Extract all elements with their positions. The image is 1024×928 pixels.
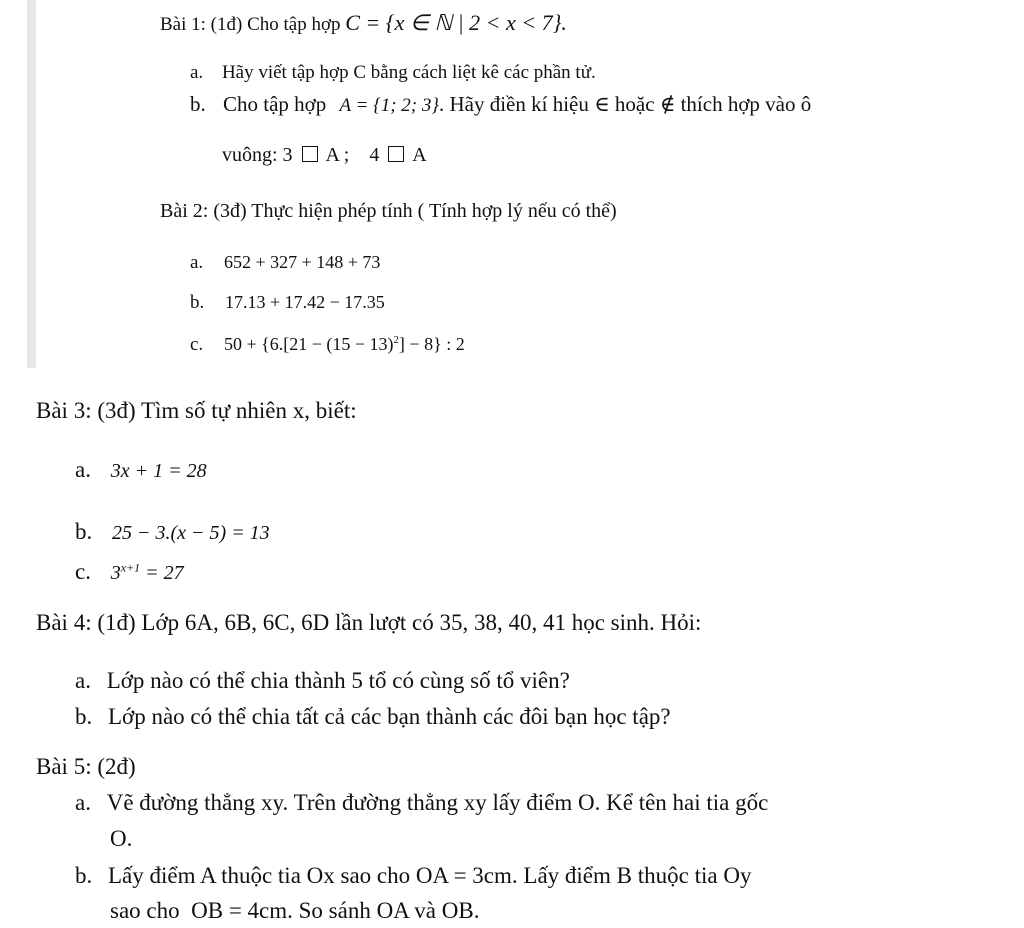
bai1-heading: Bài 1: (1đ) Cho tập hợp — [160, 14, 341, 35]
bai1-heading-line — [160, 10, 567, 36]
bai3-heading: Bài 3: (3đ) Tìm số tự nhiên x, biết: — [36, 398, 357, 423]
bai4-item-a — [75, 668, 570, 694]
item-text: Vẽ đường thẳng xy. Trên đường thẳng xy lấy điểm O. Kể tên hai tia gốc — [106, 790, 769, 815]
item-expression: 3x + 1 = 28 — [110, 460, 207, 482]
item-text: Lớp nào có thể chia tất cả các bạn thành các đôi bạn học tập? — [108, 704, 671, 729]
item-expression: 652 + 327 + 148 + 73 — [223, 252, 381, 272]
exponent: 2 — [393, 334, 399, 346]
bai2-item-c — [190, 334, 465, 356]
expr-rest: = 27 — [140, 562, 184, 584]
item-text: Hãy viết tập hợp C bằng cách liệt kê các phần tử. — [221, 62, 596, 83]
exponent: x+1 — [120, 560, 141, 575]
item-label: a. — [190, 62, 204, 83]
expr-before: 50 + {6.[21 − (15 − 13) — [223, 334, 394, 354]
item-label: b. — [190, 292, 205, 313]
bai2-item-a — [190, 252, 380, 274]
bai5-item-b — [75, 863, 751, 889]
bai5-item-b-continued: sao cho OB = 4cm. So sánh OA và OB. — [110, 898, 480, 923]
item-text: Lớp nào có thể chia thành 5 tổ có cùng số tổ viên? — [106, 668, 570, 693]
set-a-expression: A = {1; 2; 3} — [339, 95, 439, 116]
bai3-item-c — [75, 559, 184, 585]
bai2-item-b — [190, 292, 385, 314]
item-expression — [111, 562, 184, 584]
bai5-heading: Bài 5: (2đ) — [36, 754, 136, 779]
item-label: b. — [190, 92, 206, 116]
left-margin-bar — [27, 0, 36, 368]
item-label: a. — [190, 252, 204, 273]
item-label: c. — [190, 334, 204, 355]
answer-box-2[interactable] — [388, 146, 404, 162]
item-text-2: . Hãy điền kí hiệu ∈ hoặc ∉ thích hợp vào ô — [438, 92, 812, 116]
bai1-item-b-continued — [222, 144, 427, 167]
bai1-set-expression: C = {x ∈ ℕ | 2 < x < 7}. — [345, 10, 567, 35]
item-label: a. — [75, 457, 91, 482]
item-label: b. — [75, 519, 93, 544]
item-expression: 17.13 + 17.42 − 17.35 — [225, 292, 385, 312]
answer-box-1[interactable] — [302, 146, 318, 162]
bai3-item-a — [75, 457, 207, 483]
bai2-heading: Bài 2: (3đ) Thực hiện phép tính ( Tính hợp lý nếu có thể) — [160, 200, 617, 222]
continued-text-suffix: A — [412, 144, 427, 166]
item-label: b. — [75, 704, 93, 729]
continued-text-mid: A ; 4 — [325, 144, 380, 166]
item-label: a. — [75, 790, 91, 815]
item-label: c. — [75, 559, 91, 584]
power-base: 3 — [110, 562, 121, 584]
bai5-item-a-continued: O. — [110, 826, 133, 851]
bai1-item-b — [190, 92, 811, 117]
bai4-heading: Bài 4: (1đ) Lớp 6A, 6B, 6C, 6D lần lượt có 35, 38, 40, 41 học sinh. Hỏi: — [36, 610, 702, 635]
item-expression — [224, 334, 465, 354]
item-expression: 25 − 3.(x − 5) = 13 — [112, 522, 270, 544]
bai1-item-a — [190, 62, 596, 84]
item-label: b. — [75, 863, 93, 888]
expr-after: ] − 8} : 2 — [398, 334, 465, 354]
bai3-item-b — [75, 519, 270, 545]
item-label: a. — [75, 668, 91, 693]
item-text: Cho tập hợp — [223, 92, 327, 116]
bai5-item-a — [75, 790, 768, 816]
item-text: Lấy điểm A thuộc tia Ox sao cho OA = 3cm. Lấy điểm B thuộc tia Oy — [108, 863, 752, 888]
continued-text-prefix: vuông: 3 — [222, 144, 293, 166]
bai4-item-b — [75, 704, 671, 730]
